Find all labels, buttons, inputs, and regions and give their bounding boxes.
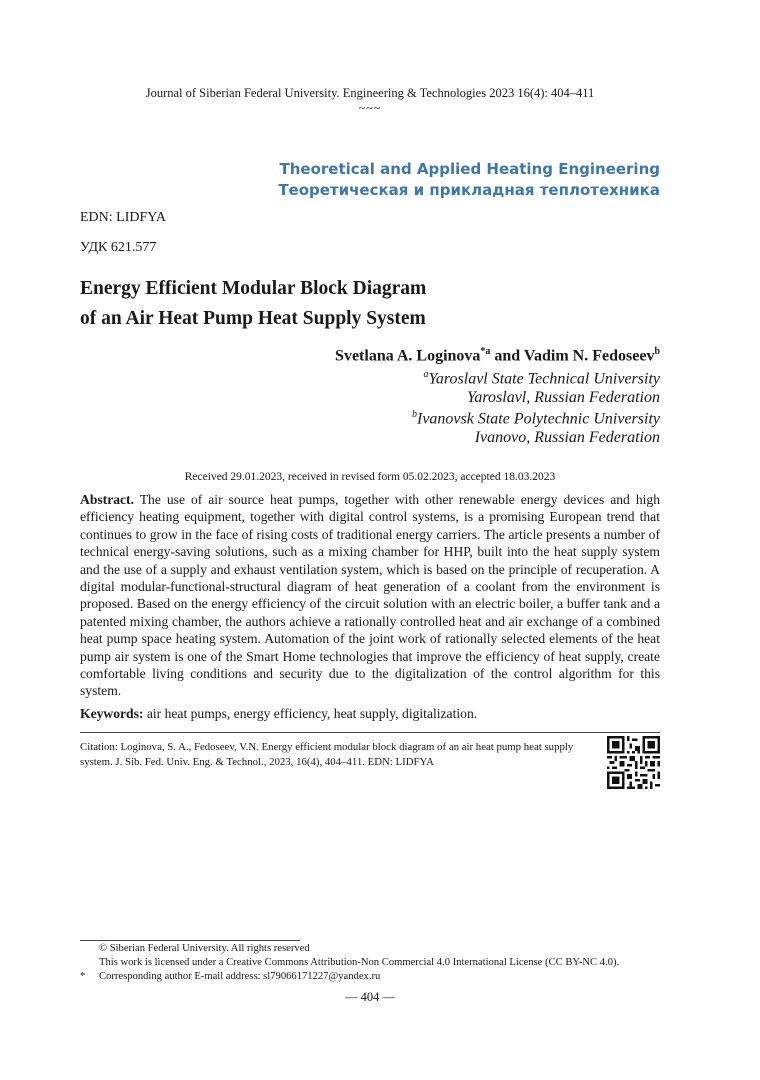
received-dates: Received 29.01.2023, received in revised form 05.02.2023, accepted 18.03.2023 [184,471,556,483]
affiliation-4 [475,429,660,447]
author-1-mark: *a [480,346,491,357]
affiliation-3 [412,409,660,428]
article-title [80,274,426,334]
keywords [80,706,660,722]
keywords-text: air heat pumps, energy efficiency, heat supply, digitalization. [146,706,478,721]
affiliation-4-text: Ivanovo, Russian Federation [474,429,660,446]
title-line-2: of an Air Heat Pump Heat Supply System [80,308,426,329]
edn-code: EDN: LIDFYA [80,210,166,225]
section-title-russian: Теоретическая и прикладная теплотехника [278,181,660,199]
affiliation-1 [423,369,660,388]
section-title-english: Theoretical and Applied Heating Engineering [279,160,660,178]
footnote-rule [80,940,300,941]
udk-code: УДК 621.577 [80,240,157,255]
page-number: — 404 — [345,990,395,1004]
title-line-1: Energy Efficient Modular Block Diagram [80,278,427,299]
abstract [80,491,660,700]
corresponding-author-note: Corresponding author E-mail address: sl79066171227@yandex.ru [99,971,381,982]
author-connector: and [490,347,524,365]
author-list [335,346,660,365]
author-1: Svetlana A. Loginova [335,347,481,365]
qr-code-icon [607,736,660,789]
affiliation-3-mark: b [411,409,417,420]
affiliation-3-text: Ivanovsk State Polytechnic University [416,410,660,428]
author-2-mark: b [654,346,660,357]
author-2: Vadim N. Fedoseev [523,347,655,365]
abstract-text: The use of air source heat pumps, together with other renewable energy devices and high efficiency heating equipment, together with digital control systems, is a promising European trend that continues to grow in the face of rising costs of traditional energy carriers. The article presents a number of technical energy-saving solutions, such as a mixing chamber for HHP, built into the heat supply system and the use of a supply and exhaust ventilation system, which is based on the principle of recuperation. A digital modular-functional-structural diagram of heat generation of a coolant from the environment is proposed. Based on the energy efficiency of the circuit solution with an electric boiler, a buffer tank and a patented mixing chamber, the authors achieve a rationally controlled heat and air exchange of a combined heat pump space heating system. Automation of the joint work of rationally selected elements of the heat pump air system is one of the Smart Home technologies that improve the efficiency of heat supply, create comfortable living conditions and security due to the digitalization of the control algorithm for this system. [80,492,661,699]
header-ornament: ~~~ [358,101,382,115]
journal-header: Journal of Siberian Federal University. Engineering & Technologies 2023 16(4): 404–411 [145,86,595,100]
affiliation-2-text: Yaroslavl, Russian Federation [466,389,660,406]
citation-top-rule [80,732,660,733]
citation: Citation: Loginova, S. A., Fedoseev, V.N. Energy efficient modular block diagram of an air heat pump heat supply system. J. Sib. Fed. Univ. Eng. & Technol., 2023, 16(4), 404–411. EDN: LIDFYA [80,741,574,768]
abstract-label: Abstract. [80,492,134,507]
affiliation-1-text: Yaroslavl State Technical University [428,370,660,388]
affiliation-2 [467,389,660,407]
affiliation-1-mark: a [423,369,429,380]
footnote-star: * [80,971,86,982]
license-note: This work is licensed under a Creative Commons Attribution-Non Commercial 4.0 International License (CC BY-NC 4.0). [99,957,620,968]
copyright-note: © Siberian Federal University. All rights reserved [99,943,310,954]
keywords-label: Keywords: [80,706,144,721]
